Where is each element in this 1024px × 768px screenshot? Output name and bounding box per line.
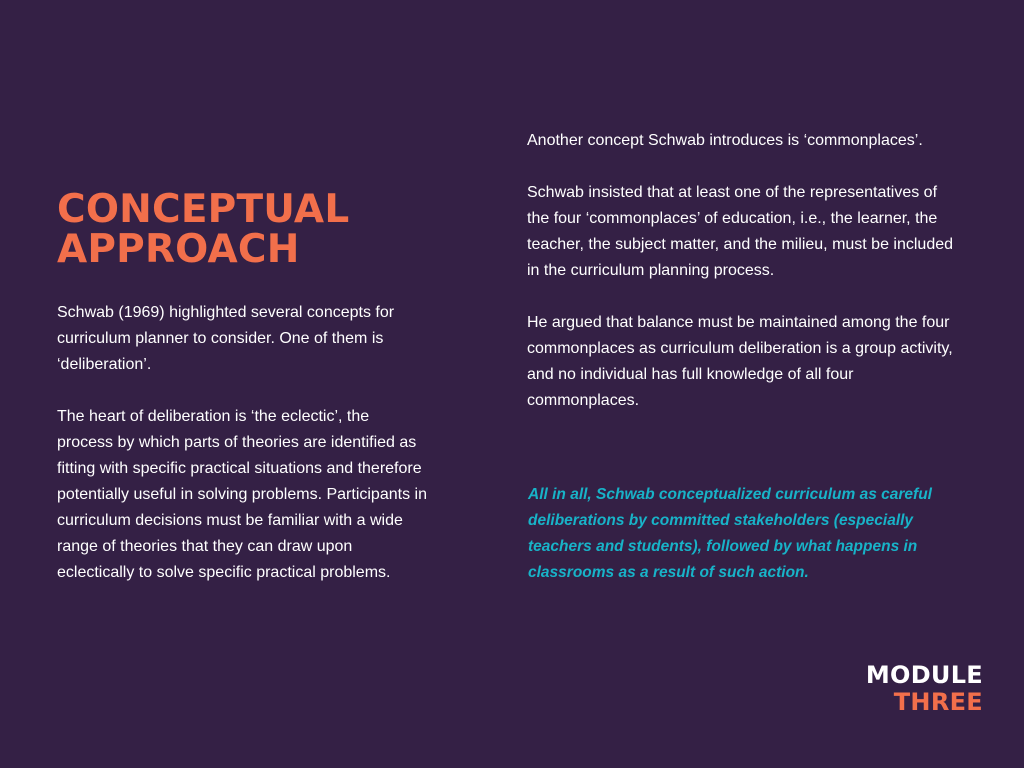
left-paragraph-2: The heart of deliberation is ‘the eclectic’, the process by which parts of theories are identified as fitting with specific practical situations and therefore potentially useful in solving problems. Participants in curriculum decisions must be familiar with a wide range of theories that they can draw upon eclectically to solve specific practical problems.	[57, 408, 427, 581]
right-paragraph-2: Schwab insisted that at least one of the representatives of the four ‘commonplaces’ of education, i.e., the learner, the teacher, the subject matter, and the milieu, must be included in the curriculum planning process.	[527, 184, 954, 279]
right-paragraph-1: Another concept Schwab introduces is ‘commonplaces’.	[527, 132, 923, 149]
right-paragraph-3: He argued that balance must be maintained among the four commonplaces as curriculum deliberation is a group activity, and no individual has full knowledge of all four commonplaces.	[527, 314, 953, 409]
left-column	[57, 187, 429, 586]
left-body	[57, 300, 429, 586]
conclusion-text: All in all, Schwab conceptualized curriculum as careful deliberations by committed stakeholders (especially teachers and students), followed by what happens in classrooms as a result of such action.	[528, 486, 932, 581]
module-label-line-2: THREE	[893, 688, 983, 716]
left-paragraph-1: Schwab (1969) highlighted several concepts for curriculum planner to consider. One of them is ‘deliberation’.	[57, 304, 395, 373]
slide-title-line-1: CONCEPTUAL	[57, 187, 350, 232]
module-label	[866, 662, 983, 716]
module-label-line-1: MODULE	[865, 661, 983, 689]
slide-title	[57, 187, 429, 272]
slide-title-line-2: APPROACH	[57, 227, 300, 272]
right-column	[527, 128, 957, 414]
